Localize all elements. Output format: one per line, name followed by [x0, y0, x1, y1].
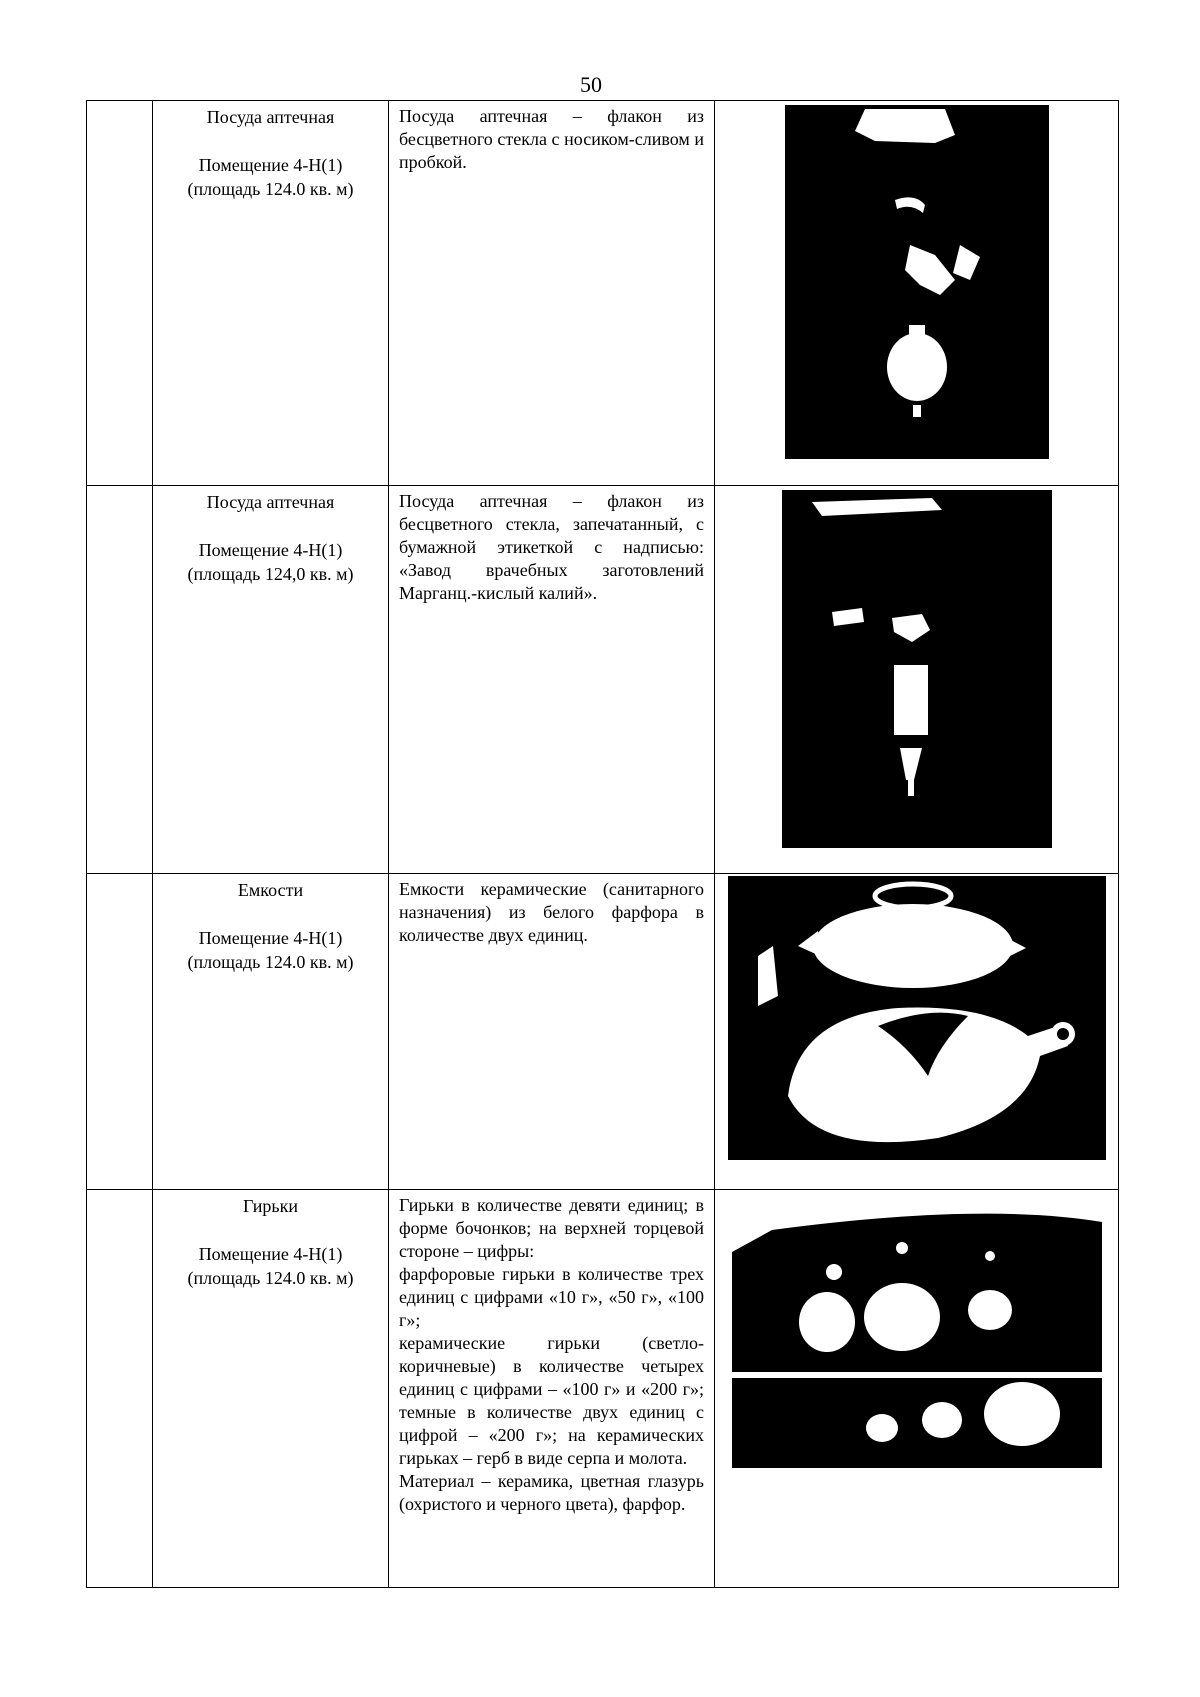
ceramic-vessels-photo — [728, 876, 1106, 1160]
flask-photo — [785, 105, 1049, 459]
item-room: Помещение 4-Н(1) — [198, 1244, 343, 1264]
item-area: (площадь 124.0 кв. м) — [187, 179, 354, 199]
photo-cell — [715, 486, 1119, 874]
page-number: 50 — [580, 72, 602, 97]
table-row — [87, 874, 1119, 1190]
item-room: Помещение 4-Н(1) — [198, 928, 343, 948]
photo-cell — [715, 874, 1119, 1190]
description-text: фарфоровые гирьки в количестве трех единиц с цифрами «10 г», «50 г», «100 г»; — [399, 1264, 704, 1330]
item-title: Гирьки — [243, 1196, 298, 1216]
table-row — [87, 486, 1119, 874]
name-cell — [153, 101, 389, 486]
description-cell — [389, 874, 715, 1190]
index-cell — [87, 486, 153, 874]
item-room: Помещение 4-Н(1) — [198, 155, 343, 175]
description-text: Посуда аптечная – флакон из бесцветного стекла с носиком-сливом и пробкой. — [399, 106, 704, 172]
item-area: (площадь 124,0 кв. м) — [187, 564, 354, 584]
table-row — [87, 101, 1119, 486]
item-area: (площадь 124.0 кв. м) — [187, 952, 354, 972]
weights-photo — [732, 1192, 1102, 1468]
description-cell — [389, 486, 715, 874]
item-title: Посуда аптечная — [206, 107, 335, 127]
description-text: Посуда аптечная – флакон из бесцветного стекла, запечатанный, с бумажной этикеткой с надписью: «Завод врачебных заготовлений Марганц.-кислый калий». — [399, 491, 704, 603]
name-cell — [153, 1190, 389, 1588]
description-cell — [389, 1190, 715, 1588]
item-title: Емкости — [237, 880, 304, 900]
index-cell — [87, 874, 153, 1190]
sealed-flask-photo — [782, 490, 1052, 848]
name-cell — [153, 486, 389, 874]
description-cell — [389, 101, 715, 486]
index-cell — [87, 1190, 153, 1588]
description-text: Материал – керамика, цветная глазурь (охристого и черного цвета), фарфор. — [399, 1471, 704, 1514]
item-room: Помещение 4-Н(1) — [198, 540, 343, 560]
inventory-table — [86, 100, 1119, 1588]
description-text: Емкости керамические (санитарного назначения) из белого фарфора в количестве двух единиц. — [399, 879, 704, 945]
item-title: Посуда аптечная — [206, 492, 335, 512]
photo-cell — [715, 1190, 1119, 1588]
table-row — [87, 1190, 1119, 1588]
description-text: керамические гирьки (светло-коричневые) в количестве четырех единиц с цифрами – «100 г» и «200 г»; темные в количестве двух единиц с цифрой – «200 г»; на керамических гирьках – герб в виде серпа и молота. — [399, 1333, 704, 1468]
name-cell — [153, 874, 389, 1190]
index-cell — [87, 101, 153, 486]
item-area: (площадь 124.0 кв. м) — [187, 1268, 354, 1288]
photo-cell — [715, 101, 1119, 486]
description-text: Гирьки в количестве девяти единиц; в форме бочонков; на верхней торцевой стороне – цифры: — [399, 1195, 704, 1261]
